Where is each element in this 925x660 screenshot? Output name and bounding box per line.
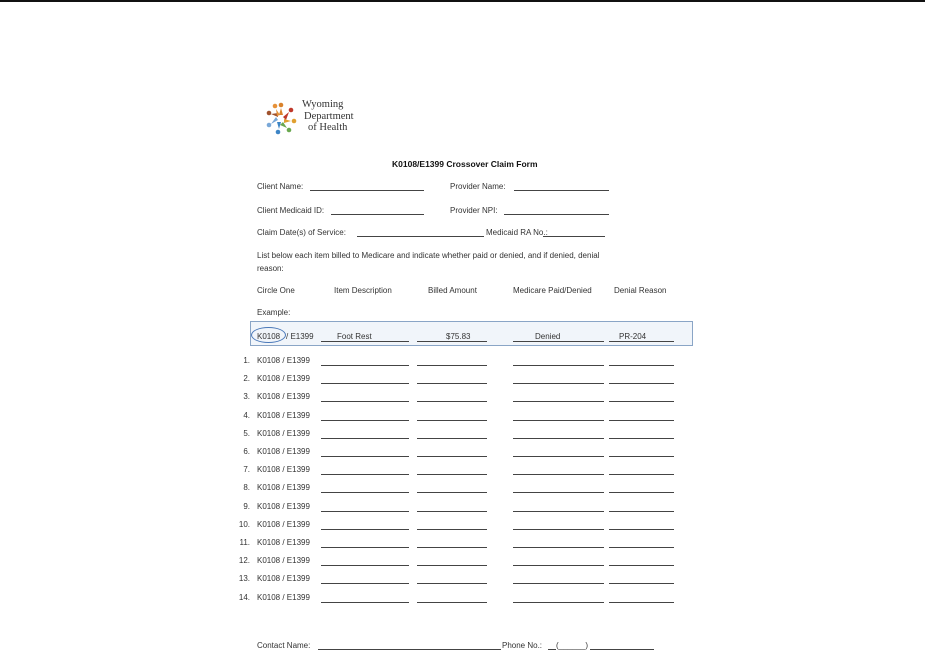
phone-area-code-field[interactable]: (______) bbox=[556, 641, 589, 650]
form-title: K0108/E1399 Crossover Claim Form bbox=[392, 159, 538, 169]
row-medicare-status-field[interactable] bbox=[513, 474, 604, 475]
row-code-options[interactable]: K0108 / E1399 bbox=[257, 465, 310, 474]
row-billed-amount-field[interactable] bbox=[417, 565, 487, 566]
row-number: 1. bbox=[243, 356, 250, 365]
row-code-options[interactable]: K0108 / E1399 bbox=[257, 429, 310, 438]
example-code-b: / E1399 bbox=[286, 332, 314, 341]
row-item-description-field[interactable] bbox=[321, 474, 409, 475]
row-denial-reason-field[interactable] bbox=[609, 474, 674, 475]
row-number: 11. bbox=[239, 538, 250, 547]
col-circle-one: Circle One bbox=[257, 286, 295, 295]
row-medicare-status-field[interactable] bbox=[513, 456, 604, 457]
provider-npi-field[interactable] bbox=[504, 214, 609, 215]
example-reason: PR-204 bbox=[619, 332, 647, 341]
row-item-description-field[interactable] bbox=[321, 529, 409, 530]
row-medicare-status-field[interactable] bbox=[513, 383, 604, 384]
row-billed-amount-field[interactable] bbox=[417, 438, 487, 439]
row-denial-reason-field[interactable] bbox=[609, 529, 674, 530]
example-code-a: K0108 bbox=[257, 332, 281, 341]
col-billed-amount: Billed Amount bbox=[428, 286, 477, 295]
row-billed-amount-field[interactable] bbox=[417, 456, 487, 457]
row-number: 5. bbox=[243, 429, 250, 438]
example-status: Denied bbox=[535, 332, 561, 341]
row-item-description-field[interactable] bbox=[321, 401, 409, 402]
row-item-description-field[interactable] bbox=[321, 383, 409, 384]
row-billed-amount-field[interactable] bbox=[417, 492, 487, 493]
row-denial-reason-field[interactable] bbox=[609, 365, 674, 366]
row-code-options[interactable]: K0108 / E1399 bbox=[257, 556, 310, 565]
contact-name-label: Contact Name: bbox=[257, 641, 311, 650]
row-denial-reason-field[interactable] bbox=[609, 511, 674, 512]
logo-line-1: Wyoming bbox=[302, 99, 344, 110]
logo-line-3: of Health bbox=[308, 122, 348, 133]
row-code-options[interactable]: K0108 / E1399 bbox=[257, 538, 310, 547]
instruction-line-1: List below each item billed to Medicare and indicate whether paid or denied, and if denied, denial bbox=[257, 251, 600, 260]
row-billed-amount-field[interactable] bbox=[417, 583, 487, 584]
row-number: 3. bbox=[243, 392, 250, 401]
row-code-options[interactable]: K0108 / E1399 bbox=[257, 574, 310, 583]
example-item: Foot Rest bbox=[337, 332, 372, 341]
row-medicare-status-field[interactable] bbox=[513, 602, 604, 603]
provider-npi-label: Provider NPI: bbox=[450, 206, 498, 215]
row-denial-reason-field[interactable] bbox=[609, 583, 674, 584]
row-billed-amount-field[interactable] bbox=[417, 474, 487, 475]
row-denial-reason-field[interactable] bbox=[609, 383, 674, 384]
row-medicare-status-field[interactable] bbox=[513, 565, 604, 566]
example-status-line bbox=[513, 341, 604, 342]
logo-line-2: Department bbox=[304, 110, 354, 122]
contact-name-field[interactable] bbox=[318, 649, 501, 650]
row-number: 7. bbox=[243, 465, 250, 474]
row-denial-reason-field[interactable] bbox=[609, 420, 674, 421]
row-medicare-status-field[interactable] bbox=[513, 438, 604, 439]
row-medicare-status-field[interactable] bbox=[513, 401, 604, 402]
row-code-options[interactable]: K0108 / E1399 bbox=[257, 593, 310, 602]
row-number: 2. bbox=[243, 374, 250, 383]
row-medicare-status-field[interactable] bbox=[513, 529, 604, 530]
row-code-options[interactable]: K0108 / E1399 bbox=[257, 483, 310, 492]
row-item-description-field[interactable] bbox=[321, 438, 409, 439]
row-number: 9. bbox=[243, 502, 250, 511]
row-billed-amount-field[interactable] bbox=[417, 401, 487, 402]
row-item-description-field[interactable] bbox=[321, 511, 409, 512]
row-medicare-status-field[interactable] bbox=[513, 511, 604, 512]
row-number: 10. bbox=[238, 520, 250, 529]
example-amount: $75.83 bbox=[446, 332, 471, 341]
row-item-description-field[interactable] bbox=[321, 583, 409, 584]
row-number: 14. bbox=[238, 593, 250, 602]
claim-dates-field[interactable] bbox=[357, 236, 484, 237]
row-item-description-field[interactable] bbox=[321, 365, 409, 366]
row-item-description-field[interactable] bbox=[321, 456, 409, 457]
row-number: 12. bbox=[238, 556, 250, 565]
row-code-options[interactable]: K0108 / E1399 bbox=[257, 502, 310, 511]
row-medicare-status-field[interactable] bbox=[513, 365, 604, 366]
row-item-description-field[interactable] bbox=[321, 547, 409, 548]
medicaid-ra-label: Medicaid RA No.: bbox=[486, 228, 548, 237]
row-item-description-field[interactable] bbox=[321, 420, 409, 421]
phone-area-lead-line bbox=[548, 649, 556, 650]
top-border bbox=[0, 0, 925, 2]
row-item-description-field[interactable] bbox=[321, 565, 409, 566]
example-amount-line bbox=[417, 341, 487, 342]
example-item-line bbox=[321, 341, 409, 342]
row-code-options[interactable]: K0108 / E1399 bbox=[257, 392, 310, 401]
row-billed-amount-field[interactable] bbox=[417, 529, 487, 530]
row-code-options[interactable]: K0108 / E1399 bbox=[257, 411, 310, 420]
medicaid-ra-field[interactable] bbox=[543, 236, 605, 237]
row-number: 6. bbox=[243, 447, 250, 456]
logo-text bbox=[302, 99, 354, 134]
example-label: Example: bbox=[257, 308, 291, 317]
claim-dates-label: Claim Date(s) of Service: bbox=[257, 228, 346, 237]
client-name-field[interactable] bbox=[310, 190, 424, 191]
row-medicare-status-field[interactable] bbox=[513, 547, 604, 548]
row-billed-amount-field[interactable] bbox=[417, 511, 487, 512]
row-code-options[interactable]: K0108 / E1399 bbox=[257, 447, 310, 456]
client-name-label: Client Name: bbox=[257, 182, 304, 191]
row-number: 4. bbox=[243, 411, 250, 420]
client-medicaid-id-field[interactable] bbox=[331, 214, 424, 215]
provider-name-field[interactable] bbox=[514, 190, 609, 191]
row-denial-reason-field[interactable] bbox=[609, 456, 674, 457]
row-code-options[interactable]: K0108 / E1399 bbox=[257, 356, 310, 365]
row-item-description-field[interactable] bbox=[321, 602, 409, 603]
phone-number-field[interactable] bbox=[590, 649, 654, 650]
example-reason-line bbox=[609, 341, 674, 342]
row-number: 8. bbox=[243, 483, 250, 492]
row-billed-amount-field[interactable] bbox=[417, 383, 487, 384]
phone-label: Phone No.: bbox=[502, 641, 543, 650]
row-code-options[interactable]: K0108 / E1399 bbox=[257, 374, 310, 383]
row-billed-amount-field[interactable] bbox=[417, 547, 487, 548]
row-denial-reason-field[interactable] bbox=[609, 438, 674, 439]
row-denial-reason-field[interactable] bbox=[609, 602, 674, 603]
row-billed-amount-field[interactable] bbox=[417, 602, 487, 603]
instruction-line-2: reason: bbox=[257, 264, 284, 273]
row-denial-reason-field[interactable] bbox=[609, 492, 674, 493]
row-item-description-field[interactable] bbox=[321, 492, 409, 493]
row-medicare-status-field[interactable] bbox=[513, 420, 604, 421]
row-denial-reason-field[interactable] bbox=[609, 565, 674, 566]
row-code-options[interactable]: K0108 / E1399 bbox=[257, 520, 310, 529]
row-denial-reason-field[interactable] bbox=[609, 547, 674, 548]
row-denial-reason-field[interactable] bbox=[609, 401, 674, 402]
row-billed-amount-field[interactable] bbox=[417, 420, 487, 421]
row-medicare-status-field[interactable] bbox=[513, 583, 604, 584]
client-medicaid-id-label: Client Medicaid ID: bbox=[257, 206, 325, 215]
row-billed-amount-field[interactable] bbox=[417, 365, 487, 366]
col-medicare-paid-denied: Medicare Paid/Denied bbox=[513, 286, 592, 295]
row-number: 13. bbox=[238, 574, 250, 583]
row-medicare-status-field[interactable] bbox=[513, 492, 604, 493]
col-denial-reason: Denial Reason bbox=[614, 286, 667, 295]
col-item-description: Item Description bbox=[334, 286, 392, 295]
provider-name-label: Provider Name: bbox=[450, 182, 506, 191]
